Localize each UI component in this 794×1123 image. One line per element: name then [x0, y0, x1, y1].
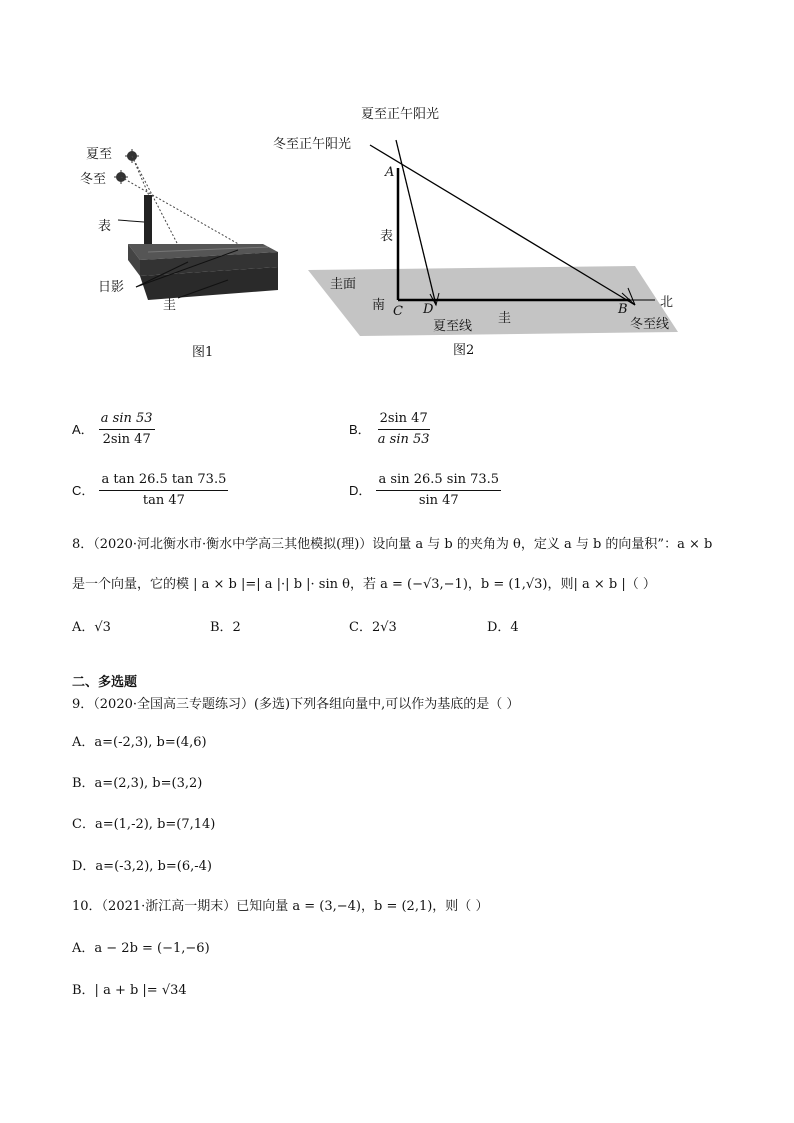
fig1-label-gui: 圭 — [163, 298, 177, 313]
fig1-label-shadow: 日影 — [98, 280, 125, 295]
fig2-label-winter-light: 冬至正午阳光 — [273, 137, 352, 152]
fig2-label-gnomon: 表 — [380, 229, 394, 244]
section-title-multi-choice: 二、多选题 — [72, 674, 138, 689]
fig2-label-gui: 圭 — [498, 311, 512, 326]
q9-option-b[interactable]: B．a=(2,3), b=(3,2) — [72, 776, 203, 791]
fig2-label-summer-light: 夏至正午阳光 — [361, 107, 440, 122]
q8-option-b[interactable]: B．2 — [210, 620, 241, 635]
q8-option-c[interactable]: C．2√3 — [349, 620, 397, 635]
q7-option-d[interactable]: D． $\frac{\text{a sin 26.5 sin 73.5}}{\sin 47}$ — [349, 472, 500, 508]
fig1-label-summer: 夏至 — [86, 147, 113, 162]
fig2-label-summer-line: 夏至线 — [433, 319, 473, 334]
q10-option-a[interactable]: A．a − 2b = (−1,−6) — [72, 941, 210, 956]
q8-option-a[interactable]: A．√3 — [72, 620, 111, 635]
q10-stem: 10．（2021·浙江高一期末）已知向量 a = (3,−4)，b = (2,1)，则（ ） — [72, 899, 489, 914]
q9-stem: 9．（2020·全国高三专题练习）(多选)下列各组向量中,可以作为基底的是（ ） — [72, 697, 520, 712]
q7-option-b[interactable]: B． $\frac{2\sin 47}{\text{a sin 53}}$ — [349, 411, 430, 447]
fig2-label-winter-line: 冬至线 — [630, 317, 670, 332]
q7-option-a[interactable]: A． $\frac{\text{a sin 53}}{2\sin 47}$ — [72, 411, 153, 447]
q8-option-d[interactable]: D．4 — [487, 620, 519, 635]
fig2-label-north: 北 — [660, 295, 674, 310]
q9-option-c[interactable]: C．a=(1,-2), b=(7,14) — [72, 817, 216, 832]
fig2-point-A: A — [385, 165, 395, 180]
fig1-label-gnomon: 表 — [98, 219, 112, 234]
q9-option-a[interactable]: A．a=(-2,3), b=(4,6) — [72, 735, 207, 750]
figure1-gnomon-photo — [78, 140, 308, 370]
q8-stem-line1: 8．（2020·河北衡水市·衡水中学高三其他模拟(理)）设向量 a 与 b 的夹角为 θ，定义 a 与 b 的向量积”：a × b — [72, 537, 713, 552]
fig2-label-plane: 圭面 — [330, 277, 357, 292]
fig2-point-D: D — [423, 302, 434, 317]
figure1-caption: 图1 — [192, 345, 214, 360]
q9-option-d[interactable]: D．a=(-3,2), b=(6,-4) — [72, 859, 212, 874]
fig2-point-B: B — [618, 302, 628, 317]
fig2-point-C: C — [393, 304, 403, 319]
q7-option-c[interactable]: C． $\frac{\text{a tan 26.5 tan 73.5}}{\tan 47}$ — [72, 472, 227, 508]
fig2-label-south: 南 — [372, 298, 386, 313]
figure2-caption: 图2 — [453, 343, 475, 358]
q8-stem-line2: 是一个向量，它的模 | a × b |=| a |·| b |· sin θ，若 a = (−√3,−1)，b = (1,√3)，则| a × b |（ ） — [72, 577, 656, 592]
q10-option-b[interactable]: B．| a + b |= √34 — [72, 983, 187, 998]
fig1-label-winter: 冬至 — [80, 172, 107, 187]
